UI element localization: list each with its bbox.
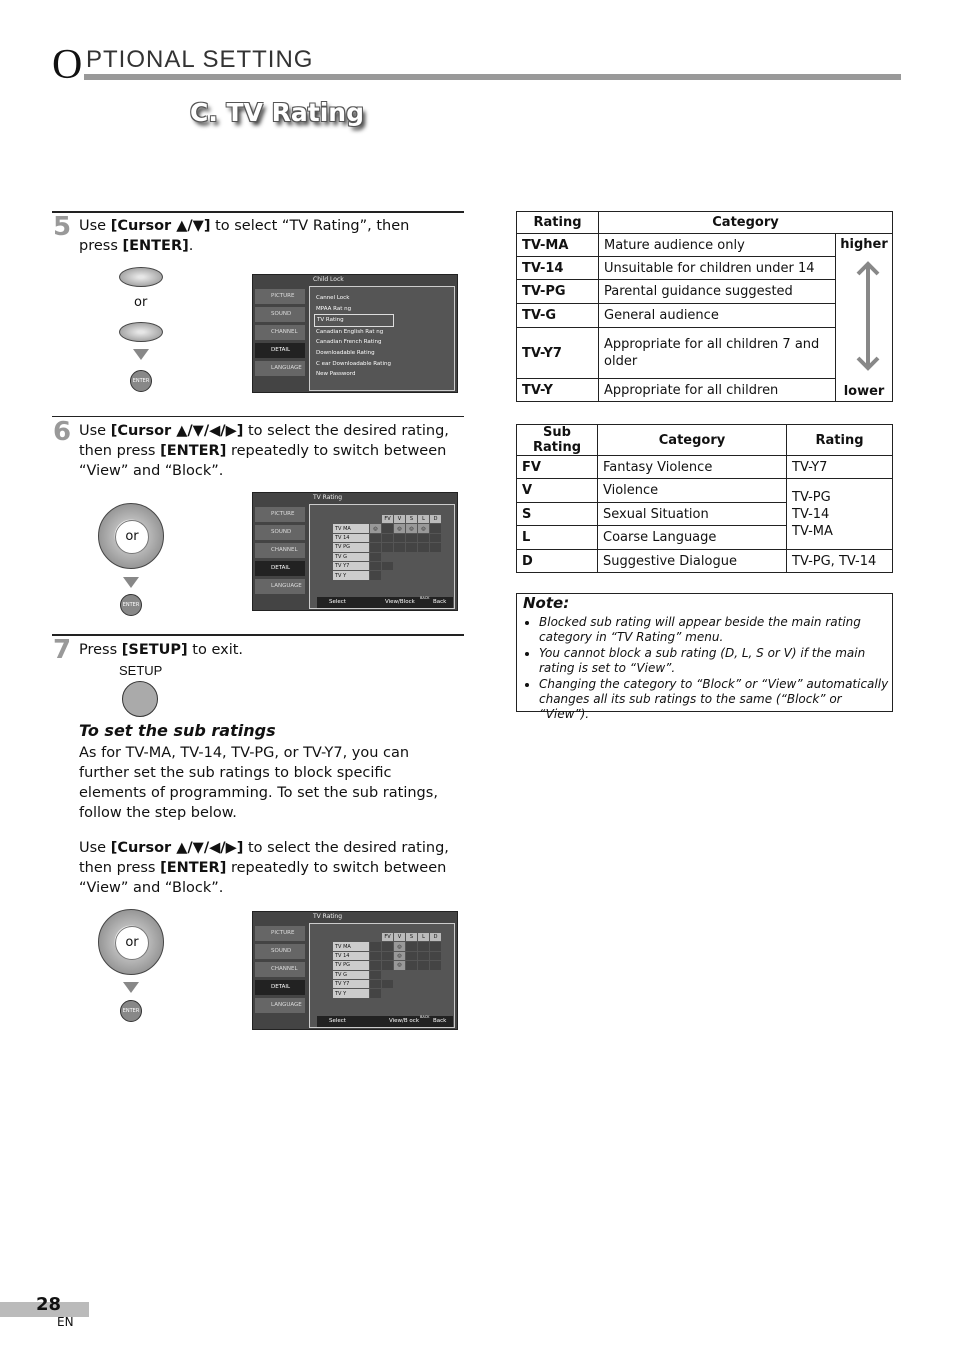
osd-tv-rating-sub-screen [252,911,458,1030]
sub-category-cell: Fantasy Violence [598,456,787,479]
osd-col-fv: FV [382,933,394,942]
header-title: PTIONAL SETTING [86,46,314,73]
sub-rating-cell: TV-PG, TV-14 [787,550,893,573]
osd-menu-item-selected: TV Rating [314,314,394,327]
osd-button-bar [317,597,453,608]
rating-cell: TV-G [517,304,599,328]
category-cell: Mature audience only [599,234,836,257]
osd-col-l: L [418,515,430,524]
page-number: 28 [36,1294,62,1315]
osd-row-label: TV Y [333,571,370,580]
or-label: or [115,520,149,554]
sub-rating-col-header: Sub Rating [517,425,598,456]
or-label: or [134,295,148,310]
osd-menu-item: Cannel Lock [316,295,350,301]
step5-number: 5 [53,212,72,242]
step5-pre: Use [79,218,111,234]
note-item: • Blocked sub rating will appear beside the main rating category in “TV Rating” menu. [539,615,891,645]
osd-tab-detail: DETAIL [255,980,305,995]
osd-col-d: D [430,515,442,524]
step7-pre: Press [79,642,122,658]
note-item: • Changing the category to “Block” or “View” automatically changes all its sub ratings to the same (“Block” or “View”). [539,677,891,722]
step6-pre: Use [79,423,111,439]
osd-tab-language: LANGUAGE [255,998,305,1013]
osd-sidebar [255,289,305,379]
sub-rating-cell: TV-Y7 [787,456,893,479]
sub-rating-group-item: TV-14 [792,506,830,522]
lower-label: lower [843,384,885,399]
sub-ratings-paragraph: As for TV-MA, TV-14, TV-PG, or TV-Y7, you can further set the sub ratings to block specific elements of programming. To set the sub ratings, follow the step below. [79,745,438,821]
sub-instr-post: repeatedly to switch between “View” and “Block”. [79,860,447,896]
sub-rating-group-cell [787,479,893,550]
osd-sidebar [255,507,305,597]
sub-rating-group-item: TV-MA [792,523,833,539]
osd-title: TV Rating [313,494,343,501]
osd-row-label: TV Y7 [333,979,370,988]
sub-code-cell: FV [517,456,598,479]
step6-mid: to select the desired rating, then press [79,423,449,459]
osd-tab-picture: PICTURE [255,507,305,522]
osd-tab-sound: SOUND [255,525,305,540]
step5-post: . [188,238,194,254]
arrow-down-icon [133,349,149,360]
sub-ratings-instruction [79,838,451,898]
header-rule [84,74,901,80]
rating-table [516,211,893,402]
step7-key-setup: [SETUP] [121,642,188,658]
osd-menu-item: Downloadable Rating [316,349,375,356]
rating-cell: TV-MA [517,234,599,257]
osd-row-label: TV MA [333,524,370,533]
osd-back-label: Back [433,599,447,605]
step6-post: repeatedly to switch between “View” and “Block”. [79,443,447,479]
osd-col-s: S [406,515,418,524]
osd-row-label: TV MA [333,942,370,951]
up-down-arrow-icon [853,260,883,372]
setup-button [122,681,158,717]
or-label: or [115,926,149,960]
cursor-up-button [119,267,163,287]
step6-rule [52,416,464,417]
lock-icon: ◎ [373,525,378,532]
osd-child-lock-screen [252,274,458,393]
category-cell: Appropriate for all children [599,379,836,402]
osd-menu-item: Canadian English Rat ng [316,328,384,335]
osd-select-label: Select [329,1018,346,1024]
step5-key-enter: [ENTER] [122,238,189,254]
osd-viewblock-label: View/B ock [389,1018,420,1024]
note-list [529,615,891,723]
category-cell: Appropriate for all children 7 and older [599,328,836,379]
osd-col-fv: FV [382,515,394,524]
osd-menu-item: MPAA Rat ng [316,305,352,312]
sub-rating-applies-header: Rating [787,425,893,456]
step7-number: 7 [53,635,72,665]
rating-cell: TV-Y7 [517,328,599,379]
sub-category-cell: Violence [598,479,787,503]
sub-category-col-header: Category [598,425,787,456]
sub-code-cell: V [517,479,598,503]
section-title: C. TV Rating [190,98,364,127]
osd-viewblock-label: View/Block [385,599,415,605]
osd-tv-rating-screen [252,492,458,611]
cursor-down-button [119,322,163,342]
sub-instr-key-cursor: [Cursor ▲/▼/◀/▶] [110,840,244,856]
osd-sidebar [255,926,305,1016]
sub-rating-table [516,424,893,573]
osd-tab-detail: DETAIL [255,561,305,576]
rating-cell: TV-14 [517,257,599,280]
sub-code-cell: D [517,550,598,573]
osd-tab-language: LANGUAGE [255,579,305,594]
osd-tab-picture: PICTURE [255,926,305,941]
rating-cell: TV-PG [517,280,599,304]
osd-col-v: V [394,933,406,942]
setup-label: SETUP [119,663,163,678]
step6-key-enter: [ENTER] [160,443,227,459]
osd-row-label: TV Y [333,989,370,998]
osd-button-bar [317,1016,453,1027]
osd-menu-item: Canadian French Rating [316,339,382,346]
category-cell: Unsuitable for children under 14 [599,257,836,280]
lock-icon: ◎ [409,525,414,532]
step6-key-cursor: [Cursor ▲/▼/◀/▶] [110,423,244,439]
osd-col-l: L [418,933,430,942]
osd-title: TV Rating [313,913,343,920]
osd-tab-channel: CHANNEL [255,962,305,977]
osd-rating-grid [332,514,442,581]
rating-col-header: Rating [517,212,599,234]
osd-rating-grid [332,932,442,999]
osd-tab-sound: SOUND [255,944,305,959]
lock-icon: ◎ [397,943,402,950]
step5-text [79,216,451,256]
osd-row-label: TV G [333,552,370,561]
osd-back-small-label: BACK [420,1015,430,1019]
osd-row-label: TV 14 [333,533,370,542]
rating-cell: TV-Y [517,379,599,402]
lock-icon: ◎ [397,525,402,532]
osd-menu-item: C ear Downloadable Rating [316,360,391,367]
osd-menu-item: New Password [316,371,356,378]
cursor-dpad [98,503,164,569]
lock-icon: ◎ [397,962,402,969]
sub-category-cell: Suggestive Dialogue [598,550,787,573]
osd-back-label: Back [433,1018,447,1024]
sub-instr-pre: Use [79,840,111,856]
osd-tab-language: LANGUAGE [255,361,305,376]
step5-mid: to select “TV Rating”, then press [79,218,410,254]
sub-ratings-heading: To set the sub ratings [79,721,276,740]
note-title: Note: [523,594,570,612]
osd-col-s: S [406,933,418,942]
step7-text [79,640,451,660]
osd-row-label: TV 14 [333,951,370,960]
osd-tab-picture: PICTURE [255,289,305,304]
sub-instr-key-enter: [ENTER] [160,860,227,876]
sub-category-cell: Sexual Situation [598,503,787,526]
note-item: • You cannot block a sub rating (D, L, S or V) if the main rating is set to “View”. [539,646,891,676]
osd-row-label: TV G [333,970,370,979]
step6-number: 6 [53,417,72,447]
step7-rule [52,634,464,636]
sub-instr-mid: to select the desired rating, then press [79,840,449,876]
category-cell: General audience [599,304,836,328]
osd-row-label: TV PG [333,961,370,970]
sub-category-cell: Coarse Language [598,526,787,550]
higher-label: higher [840,237,888,252]
arrow-down-icon [123,577,139,588]
cursor-dpad [98,909,164,975]
osd-back-small-label: BACK [420,596,430,600]
osd-menu-list [316,293,394,380]
osd-title: Child Lock [313,276,344,283]
osd-tab-channel: CHANNEL [255,543,305,558]
scale-column [836,234,893,402]
lock-icon: ◎ [421,525,426,532]
osd-col-d: D [430,933,442,942]
header-initial: O [52,42,83,88]
step7-post: to exit. [187,642,244,658]
sub-code-cell: L [517,526,598,550]
sub-rating-group-item: TV-PG [792,489,831,505]
sub-code-cell: S [517,503,598,526]
note-box [516,593,893,721]
osd-tab-sound: SOUND [255,307,305,322]
osd-tab-channel: CHANNEL [255,325,305,340]
osd-row-label: TV Y7 [333,561,370,570]
osd-tab-detail: DETAIL [255,343,305,358]
osd-row-label: TV PG [333,543,370,552]
enter-button: ENTER [120,594,142,616]
enter-button: ENTER [120,1000,142,1022]
lock-icon: ◎ [397,952,402,959]
step5-rule [52,211,464,213]
osd-select-label: Select [329,599,346,605]
category-cell: Parental guidance suggested [599,280,836,304]
osd-col-v: V [394,515,406,524]
arrow-down-icon [123,982,139,993]
step6-text [79,421,451,481]
category-col-header: Category [599,212,893,234]
enter-button: ENTER [130,370,152,392]
step5-key-cursor: [Cursor ▲/▼] [110,218,211,234]
language-code: EN [57,1315,74,1329]
